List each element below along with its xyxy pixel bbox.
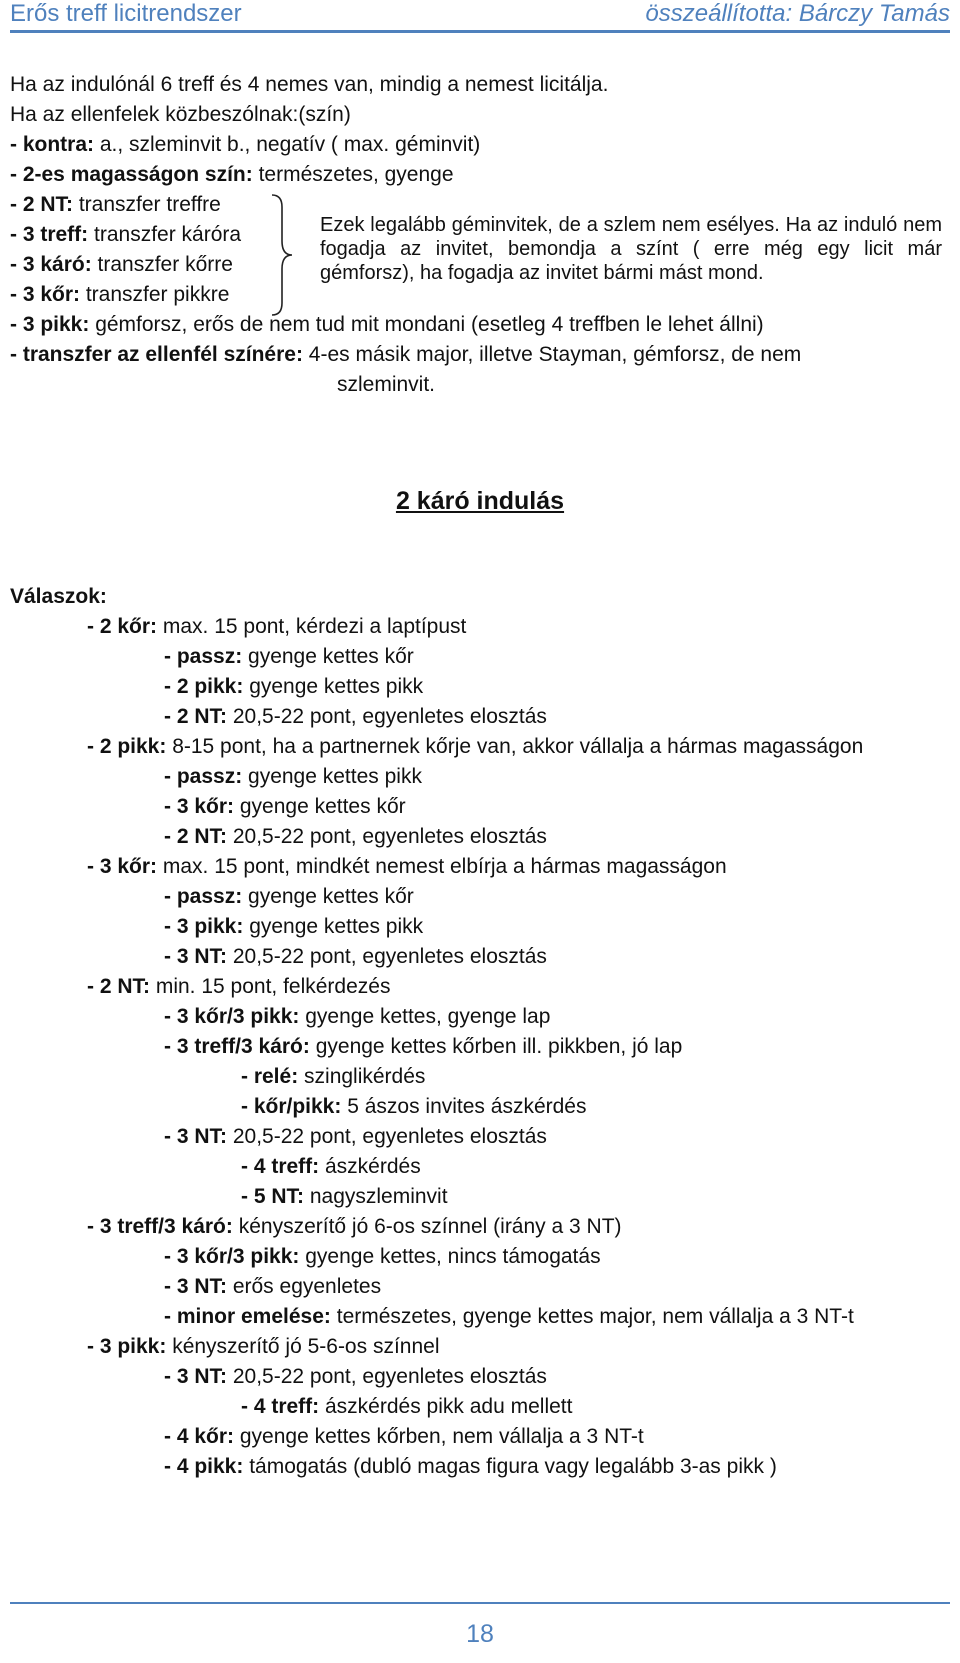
term: - 3 kőr: — [87, 855, 158, 878]
term: - 4 pikk: — [164, 1455, 244, 1478]
term: - 3 pikk: — [87, 1335, 167, 1358]
desc: gyenge kettes, nincs támogatás — [299, 1245, 601, 1268]
answer-row — [164, 764, 422, 790]
term: - 3 NT: — [164, 1125, 227, 1148]
term: - 3 kőr/3 pikk: — [164, 1005, 300, 1028]
answer-row — [87, 974, 390, 1000]
term: - 5 NT: — [241, 1185, 304, 1208]
answer-row — [164, 1454, 777, 1480]
desc: 4-es másik major, illetve Stayman, gémforsz, de nem — [302, 343, 802, 366]
intro-kontra — [10, 132, 480, 158]
answer-row — [164, 674, 423, 700]
answer-row — [164, 644, 414, 670]
intro-3-pikk — [10, 312, 764, 338]
term: - 3 NT: — [164, 1365, 227, 1388]
desc: gyenge kettes kőrben ill. pikkben, jó lap — [309, 1035, 683, 1058]
answer-row — [164, 824, 547, 850]
answer-row — [241, 1184, 448, 1210]
term: - 3 pikk: — [164, 915, 244, 938]
term: - 3 NT: — [164, 945, 227, 968]
term: - minor emelése: — [164, 1305, 331, 1328]
desc: 20,5-22 pont, egyenletes elosztás — [227, 705, 547, 728]
desc: a., szleminvit b., negatív ( max. géminvit) — [94, 133, 481, 156]
curly-brace-icon — [268, 193, 296, 317]
desc: gyenge kettes pikk — [243, 915, 424, 938]
term: - passz: — [164, 885, 243, 908]
desc: transzfer kőrre — [91, 253, 233, 276]
answer-row — [164, 1274, 381, 1300]
answer-row — [87, 854, 727, 880]
answer-row — [164, 1364, 547, 1390]
desc: gyenge kettes, gyenge lap — [299, 1005, 551, 1028]
term: - 2 NT: — [87, 975, 150, 998]
page-number: 18 — [466, 1620, 494, 1648]
term: - relé: — [241, 1065, 299, 1088]
desc: 20,5-22 pont, egyenletes elosztás — [227, 1125, 547, 1148]
answer-row — [241, 1064, 425, 1090]
desc: 20,5-22 pont, egyenletes elosztás — [227, 825, 547, 848]
answers-label: Válaszok: — [10, 585, 107, 608]
intro-2nt — [10, 192, 221, 218]
footer-divider — [10, 1602, 950, 1604]
page-header — [10, 0, 950, 33]
term: - passz: — [164, 645, 243, 668]
desc: erős egyenletes — [227, 1275, 382, 1298]
desc: ászkérdés — [319, 1155, 421, 1178]
desc: gémforsz, erős de nem tud mit mondani (esetleg 4 treffben le lehet állni) — [89, 313, 764, 336]
answer-row — [164, 884, 414, 910]
desc: gyenge kettes kőrben, nem vállalja a 3 NT-t — [234, 1425, 644, 1448]
desc: min. 15 pont, felkérdezés — [150, 975, 391, 998]
answer-row — [164, 1244, 601, 1270]
answer-row — [164, 1034, 682, 1060]
answer-row — [87, 734, 863, 760]
answer-row — [87, 1214, 622, 1240]
term: - 2 NT: — [10, 193, 73, 216]
desc: 20,5-22 pont, egyenletes elosztás — [227, 1365, 547, 1388]
intro-3-kor — [10, 282, 229, 308]
term: - passz: — [164, 765, 243, 788]
term: - 4 treff: — [241, 1395, 320, 1418]
term: - 3 treff: — [10, 223, 89, 246]
answer-row — [241, 1154, 421, 1180]
term: - 2 NT: — [164, 705, 227, 728]
desc: transzfer káróra — [88, 223, 242, 246]
desc: kényszerítő jó 6-os színnel (irány a 3 NT) — [232, 1215, 622, 1238]
desc: támogatás (dubló magas figura vagy legalább 3-as pikk ) — [243, 1455, 777, 1478]
term: - 3 treff/3 káró: — [87, 1215, 233, 1238]
answer-row — [87, 1334, 439, 1360]
term: - kőr/pikk: — [241, 1095, 342, 1118]
term: - 2-es magasságon szín: — [10, 163, 253, 186]
term: - 3 kőr/3 pikk: — [164, 1245, 300, 1268]
answer-row — [164, 944, 547, 970]
answer-row — [164, 1124, 547, 1150]
term: - 3 pikk: — [10, 313, 90, 336]
intro-3-treff — [10, 222, 241, 248]
intro-line-1: Ha az indulónál 6 treff és 4 nemes van, mindig a nemest licitálja. — [10, 73, 609, 96]
desc: gyenge kettes pikk — [242, 765, 422, 788]
desc: transzfer pikkre — [80, 283, 230, 306]
answer-row — [87, 614, 466, 640]
answer-row — [164, 794, 406, 820]
term: - 3 kőr: — [164, 795, 235, 818]
answer-row — [164, 1304, 854, 1330]
term: - 2 kőr: — [87, 615, 158, 638]
desc: gyenge kettes kőr — [242, 645, 414, 668]
term: - 2 NT: — [164, 825, 227, 848]
desc: természetes, gyenge — [252, 163, 454, 186]
answer-row — [164, 1424, 644, 1450]
desc: ászkérdés pikk adu mellett — [319, 1395, 573, 1418]
desc: nagyszleminvit — [304, 1185, 448, 1208]
term: - 4 treff: — [241, 1155, 320, 1178]
answer-row — [164, 914, 423, 940]
term: - 3 NT: — [164, 1275, 227, 1298]
desc: 5 ászos invites ászkérdés — [341, 1095, 587, 1118]
intro-line-2: Ha az ellenfelek közbeszólnak:(szín) — [10, 103, 351, 126]
term: - 2 pikk: — [87, 735, 167, 758]
desc: transzfer treffre — [73, 193, 221, 216]
intro-two-level — [10, 162, 454, 188]
desc: gyenge kettes kőr — [234, 795, 406, 818]
header-title: Erős treff licitrendszer — [10, 0, 242, 27]
desc: 8-15 pont, ha a partnernek kőrje van, akkor vállalja a hármas magasságon — [166, 735, 864, 758]
side-note: Ezek legalább géminvitek, de a szlem nem esélyes. Ha az induló nem fogadja az invitet, bemondja a színt ( erre még egy licit már gémforsz), ha fogadja az invitet bármi mást mond. — [320, 214, 942, 284]
term: - 3 treff/3 káró: — [164, 1035, 310, 1058]
term: - kontra: — [10, 133, 94, 156]
intro-transfer — [10, 342, 801, 368]
desc: max. 15 pont, kérdezi a laptípust — [157, 615, 467, 638]
desc: kényszerítő jó 5-6-os színnel — [166, 1335, 440, 1358]
desc: gyenge kettes pikk — [243, 675, 424, 698]
term: - 3 káró: — [10, 253, 92, 276]
answer-row — [241, 1094, 586, 1120]
term: - 3 kőr: — [10, 283, 81, 306]
header-author: összeállította: Bárczy Tamás — [645, 0, 950, 27]
intro-transfer-cont: szleminvit. — [337, 373, 436, 396]
section-title: 2 káró indulás — [395, 487, 565, 515]
desc: szinglikérdés — [298, 1065, 426, 1088]
desc: gyenge kettes kőr — [242, 885, 414, 908]
answer-row — [164, 1004, 550, 1030]
desc: természetes, gyenge kettes major, nem vállalja a 3 NT-t — [330, 1305, 854, 1328]
term: - 2 pikk: — [164, 675, 244, 698]
answer-row — [164, 704, 547, 730]
desc: max. 15 pont, mindkét nemest elbírja a hármas magasságon — [157, 855, 727, 878]
intro-3-karo — [10, 252, 233, 278]
desc: 20,5-22 pont, egyenletes elosztás — [227, 945, 547, 968]
term: - 4 kőr: — [164, 1425, 235, 1448]
answer-row — [241, 1394, 572, 1420]
term: - transzfer az ellenfél színére: — [10, 343, 303, 366]
